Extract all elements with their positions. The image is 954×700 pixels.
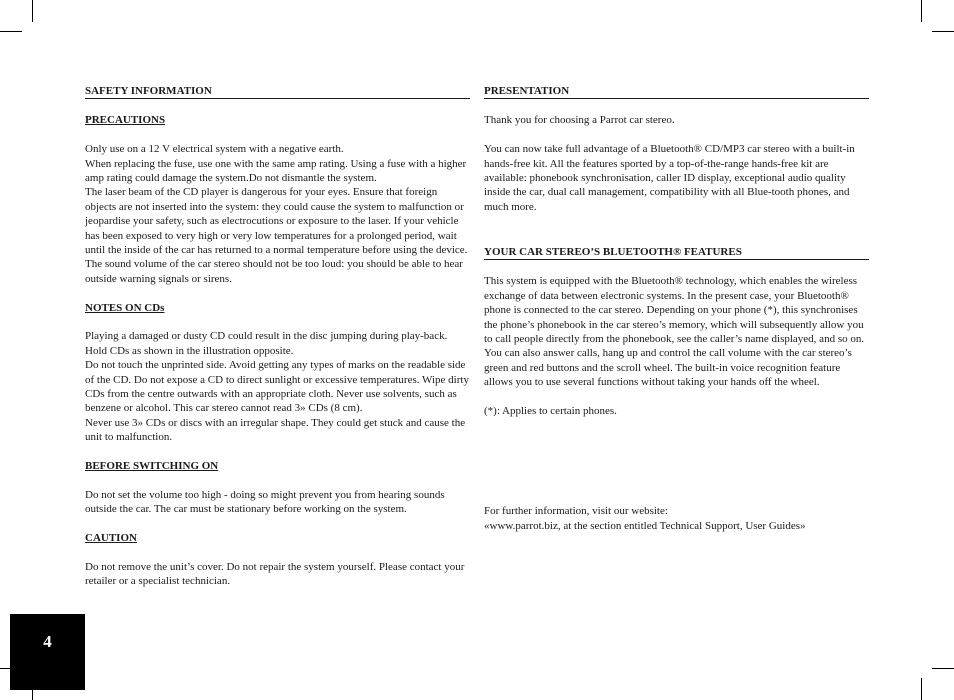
heading-caution: CAUTION (85, 532, 137, 545)
paragraph: When replacing the fuse, use one with the same amp rating. Using a fuse with a higher amp rating could damage the system.Do not dismantle the system. (85, 157, 467, 184)
paragraph: Do not remove the unit’s cover. Do not repair the system yourself. Please contact your retailer or a specialist technician. (85, 560, 465, 588)
paragraph: Never use 3» CDs or discs with an irregular shape. They could get stuck and cause the unit to malfunction. (85, 416, 466, 444)
paragraph: This system is equipped with the Bluetooth® technology, which enables the wireless exchange of data between electronic systems. In the present case, your Bluetooth® phone is connected to the car stereo. Depending on your phone (*), this synchronises the phone’s phonebook in the car stereo’s memory, which will subsequently allow you to call people directly from the phonebook, see the caller’s name displayed, and so on. You can also answer calls, hang up and control the call volume with the car stereo’s green and red buttons and the scroll wheel. The built-in voice recognition feature allows you to use several functions without taking your hands off the wheel. (484, 275, 865, 389)
right-column (484, 82, 869, 533)
crop-mark (921, 678, 922, 700)
footnote: (*): Applies to certain phones. (484, 405, 617, 418)
page-number-tab (10, 614, 85, 690)
heading-notes-on-cds: NOTES ON CDs (85, 301, 165, 314)
crop-mark (0, 31, 22, 32)
section-header-safety: SAFETY INFORMATION (85, 82, 470, 99)
paragraph: Only use on a 12 V electrical system with a negative earth. (85, 143, 344, 156)
paragraph: Do not touch the unprinted side. Avoid getting any types of marks on the readable side of the CD. Do not expose a CD to direct sunlight or excessive temperatures. Wipe dirty CDs from the centre outwards with an appropriate cloth. Never use solvents, such as benzene or alcohol. This car stereo cannot read 3» CDs (8 cm). (85, 359, 469, 415)
section-header-bluetooth-features: YOUR CAR STEREO’S BLUETOOTH® FEATURES (484, 243, 869, 260)
paragraph: The laser beam of the CD player is dangerous for your eyes. Ensure that foreign objects are not inserted into the system: they could cause the system to malfunction or jeopardise your safety, such as electrocutions or exposure to the laser. If your vehicle has been exposed to very high or very low temperatures for a prolonged period, wait until the inside of the car has returned to a normal temperature before using the device. The sound volume of the car stereo should not be too loud: you should be able to hear outside warning signals or sirens. (85, 186, 468, 285)
heading-precautions: PRECAUTIONS (85, 114, 166, 127)
heading-before-switching-on: BEFORE SWITCHING ON (85, 460, 219, 473)
paragraph: Playing a damaged or dusty CD could result in the disc jumping during play-back. Hold CDs as shown in the illustration opposite. (85, 330, 448, 357)
paragraph: Do not set the volume too high - doing so might prevent you from hearing sounds outside the car. The car must be stationary before working on the system. (85, 488, 445, 516)
paragraph: You can now take full advantage of a Bluetooth® CD/MP3 car stereo with a built-in hands-free kit. All the features sported by a top-of-the-range hands-free kit are available: phonebook synchronisation, caller ID display, exceptional audio quality inside the car, dual call management, compatibility with all Blue-tooth phones, and much more. (484, 143, 855, 213)
section-header-presentation: PRESENTATION (484, 82, 869, 99)
crop-mark (32, 0, 33, 22)
left-column (85, 82, 470, 589)
website-intro: For further information, visit our website: (484, 505, 668, 518)
crop-mark (932, 668, 954, 669)
page-number: 4 (43, 632, 52, 651)
crop-mark (932, 31, 954, 32)
website-reference: «www.parrot.biz, at the section entitled Technical Support, User Guides» (484, 519, 806, 532)
paragraph: Thank you for choosing a Parrot car stereo. (484, 114, 675, 127)
crop-mark (921, 0, 922, 22)
